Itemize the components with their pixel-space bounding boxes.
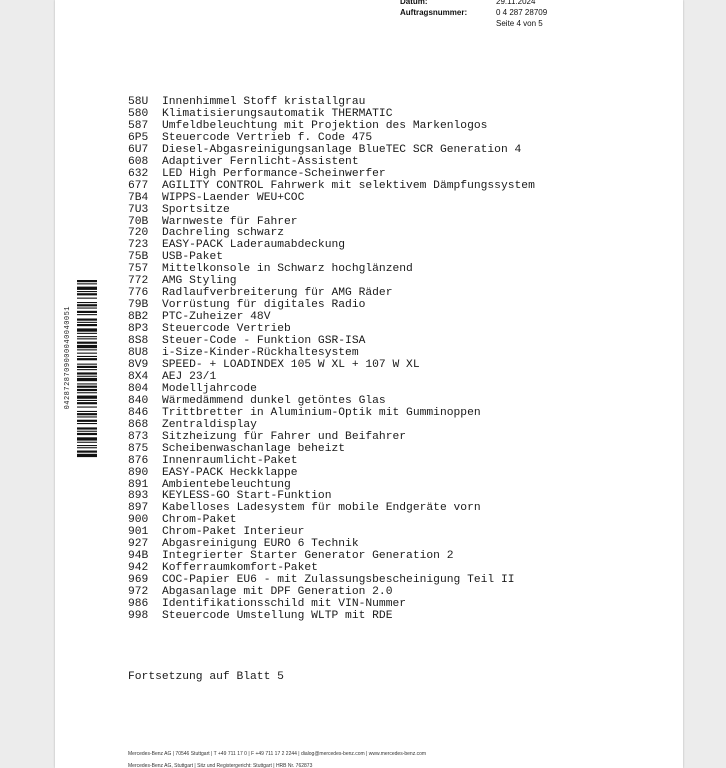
list-item [128, 420, 562, 432]
footer-line-1: Mercedes-Benz AG | 70546 Stuttgart | T +49 711 17 0 | F +49 711 17 2 2244 | dialog@mercedes-benz.com | www.mercedes-benz.com [128, 751, 427, 757]
item-description: KEYLESS-GO Start-Funktion [162, 490, 332, 503]
barcode-number: 0428728709000040040051 [64, 306, 72, 410]
item-code: 972 [128, 586, 149, 599]
item-description: Innenhimmel Stoff kristallgrau [162, 96, 366, 108]
item-description: Abgasanlage mit DPF Generation 2.0 [162, 586, 393, 599]
item-code: 75B [128, 251, 149, 264]
item-description: Trittbretter in Aluminium-Optik mit Gumminoppen [162, 406, 481, 419]
list-item [128, 205, 562, 217]
footer-line-2: Mercedes-Benz AG, Stuttgart | Sitz und Registergericht: Stuttgart | HRB Nr. 762873 [128, 763, 313, 768]
item-code: 873 [128, 430, 149, 443]
item-description: Chrom-Paket [162, 514, 237, 527]
list-item [128, 396, 562, 408]
item-code: 776 [128, 287, 149, 300]
item-code: 893 [128, 490, 149, 503]
item-description: Modelljahrcode [162, 382, 257, 395]
item-description: Dachreling schwarz [162, 227, 285, 240]
item-description: Vorrüstung für digitales Radio [162, 299, 366, 312]
item-description: PTC-Zuheizer 48V [162, 311, 271, 324]
item-description: Adaptiver Fernlicht-Assistent [162, 155, 359, 168]
item-code: 969 [128, 574, 149, 587]
item-code: 986 [128, 598, 149, 611]
date-label: Datum: [400, 0, 428, 6]
list-item [128, 169, 562, 181]
item-code: 8V9 [128, 358, 149, 371]
list-item [128, 157, 562, 169]
date-row [400, 0, 547, 7]
item-description: AMG Styling [162, 275, 237, 288]
equipment-code-list [128, 97, 562, 623]
list-item [128, 444, 562, 456]
item-description: Sitzheizung für Fahrer und Beifahrer [162, 430, 407, 443]
item-description: Diesel-Abgasreinigungsanlage BlueTEC SCR Generation 4 [162, 143, 522, 156]
item-code: 632 [128, 167, 149, 180]
item-code: 897 [128, 502, 149, 515]
item-description: Abgasreinigung EURO 6 Technik [162, 538, 359, 551]
item-description: Sportsitze [162, 203, 230, 216]
item-code: 757 [128, 263, 149, 276]
item-description: Wärmedämmend dunkel getöntes Glas [162, 394, 386, 407]
item-description: SPEED- + LOADINDEX 105 W XL + 107 W XL [162, 358, 420, 371]
list-item [128, 145, 562, 157]
item-description: USB-Paket [162, 251, 224, 264]
item-description: Radlaufverbreiterung für AMG Räder [162, 287, 393, 300]
item-code: 79B [128, 299, 149, 312]
item-description: Steuercode Umstellung WLTP mit RDE [162, 609, 393, 622]
item-code: 891 [128, 478, 149, 491]
item-code: 720 [128, 227, 149, 240]
document-header [400, 0, 547, 29]
item-description: LED High Performance-Scheinwerfer [162, 167, 386, 180]
barcode [77, 280, 97, 458]
order-number-row [400, 7, 547, 18]
item-code: 723 [128, 239, 149, 252]
list-item [128, 432, 562, 444]
item-description: Identifikationsschild mit VIN-Nummer [162, 598, 407, 611]
item-code: 608 [128, 155, 149, 168]
continuation-note: Fortsetzung auf Blatt 5 [128, 671, 284, 683]
item-code: 587 [128, 119, 149, 132]
list-item [128, 611, 562, 623]
item-code: 8P3 [128, 323, 149, 336]
item-description: Scheibenwaschanlage beheizt [162, 442, 346, 455]
list-item [128, 456, 562, 468]
item-code: 8B2 [128, 311, 149, 324]
item-code: 901 [128, 526, 149, 539]
item-code: 94B [128, 550, 149, 563]
item-code: 804 [128, 382, 149, 395]
item-code: 875 [128, 442, 149, 455]
item-code: 868 [128, 418, 149, 431]
document-page [55, 0, 683, 768]
item-code: 840 [128, 394, 149, 407]
item-code: 677 [128, 179, 149, 192]
item-code: 70B [128, 215, 149, 228]
list-item [128, 408, 562, 420]
item-code: 6P5 [128, 131, 149, 144]
item-code: 772 [128, 275, 149, 288]
order-number-label: Auftragsnummer: [400, 8, 468, 17]
item-description: Warnweste für Fahrer [162, 215, 298, 228]
item-description: COC-Papier EU6 - mit Zulassungsbescheinigung Teil II [162, 574, 515, 587]
order-number-value: 0 4 287 28709 [496, 8, 548, 17]
item-code: 846 [128, 406, 149, 419]
item-description: Steuercode Vertrieb f. Code 475 [162, 131, 373, 144]
page-info-row [400, 18, 547, 29]
item-description: Mittelkonsole in Schwarz hochglänzend [162, 263, 413, 276]
item-description: Ambientebeleuchtung [162, 478, 291, 491]
item-code: 580 [128, 107, 149, 120]
item-description: Chrom-Paket Interieur [162, 526, 305, 539]
item-code: 7U3 [128, 203, 149, 216]
list-item [128, 193, 562, 205]
item-code: 8S8 [128, 335, 149, 348]
item-code: 8U8 [128, 347, 149, 360]
item-description: Steuercode Vertrieb [162, 323, 291, 336]
item-description: AEJ 23/1 [162, 370, 217, 383]
item-code: 7B4 [128, 191, 149, 204]
date-value: 29.11.2024 [496, 0, 536, 6]
item-description: EASY-PACK Laderaumabdeckung [162, 239, 346, 252]
item-description: Innenraumlicht-Paket [162, 454, 298, 467]
item-description: Umfeldbeleuchtung mit Projektion des Markenlogos [162, 119, 488, 132]
item-description: Zentraldisplay [162, 418, 257, 431]
item-description: EASY-PACK Heckklappe [162, 466, 298, 479]
item-code: 942 [128, 562, 149, 575]
item-code: 998 [128, 609, 149, 622]
item-description: Kabelloses Ladesystem für mobile Endgeräte vorn [162, 502, 481, 515]
item-code: 876 [128, 454, 149, 467]
item-description: i-Size-Kinder-Rückhaltesystem [162, 347, 359, 360]
item-code: 58U [128, 96, 149, 108]
list-item [128, 468, 562, 480]
item-description: Klimatisierungsautomatik THERMATIC [162, 107, 393, 120]
item-description: Kofferraumkomfort-Paket [162, 562, 318, 575]
item-code: 927 [128, 538, 149, 551]
item-code: 6U7 [128, 143, 149, 156]
item-code: 900 [128, 514, 149, 527]
item-code: 890 [128, 466, 149, 479]
item-description: AGILITY CONTROL Fahrwerk mit selektivem Dämpfungssystem [162, 179, 535, 192]
item-description: Steuer-Code - Funktion GSR-ISA [162, 335, 366, 348]
item-code: 8X4 [128, 370, 149, 383]
item-description: WIPPS-Laender WEU+COC [162, 191, 305, 204]
list-item [128, 181, 562, 193]
page-info: Seite 4 von 5 [496, 19, 543, 28]
item-description: Integrierter Starter Generator Generation 2 [162, 550, 454, 563]
